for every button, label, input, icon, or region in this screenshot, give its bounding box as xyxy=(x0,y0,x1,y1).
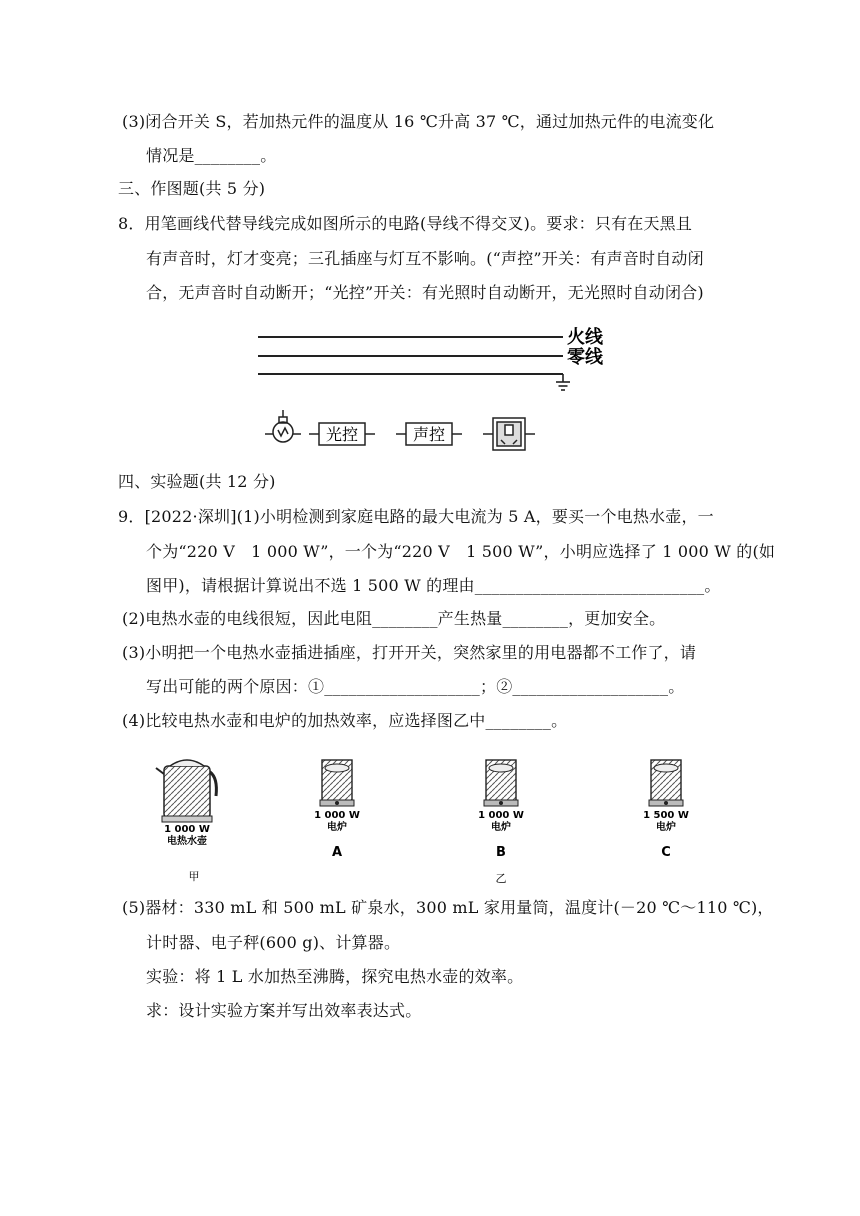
kettle-name-label: 电热水壶 xyxy=(167,836,207,847)
stove-b-name: 电炉 xyxy=(491,822,511,833)
q9-part2: (2)电热水壶的电线很短，因此电阻________产生热量________，更加安全。 xyxy=(122,609,666,628)
figure-jia-caption: 甲 xyxy=(188,870,200,883)
light-bulb-icon xyxy=(265,410,301,442)
stove-c-name: 电炉 xyxy=(656,822,676,833)
stove-b-icon xyxy=(484,760,518,806)
stove-b-power: 1 000 W xyxy=(478,810,524,821)
stove-a-power: 1 000 W xyxy=(314,810,360,821)
kettle-stove-figure xyxy=(150,752,710,884)
option-b-letter: B xyxy=(496,845,506,860)
option-c-letter: C xyxy=(661,845,671,860)
ground-icon xyxy=(556,374,570,390)
q9-part5-line1: (5)器材：330 mL 和 500 mL 矿泉水，300 mL 家用量筒，温度计(－20 ℃～110 ℃)， xyxy=(122,898,774,917)
q9-part3-line1: (3)小明把一个电热水壶插进插座，打开开关，突然家里的用电器都不工作了，请 xyxy=(122,643,697,662)
live-wire-label: 火线 xyxy=(567,327,603,348)
q9-part1-line1: 9．[2022·深圳](1)小明检测到家庭电路的最大电流为 5 A，要买一个电热水壶，一 xyxy=(118,507,714,526)
light-control-label: 光控 xyxy=(325,425,359,444)
q9-part1-line3: 图甲)，请根据计算说出不选 1 500 W 的理由____________________________。 xyxy=(146,576,721,595)
three-hole-socket-icon xyxy=(483,418,535,450)
kettle-jia-icon xyxy=(156,760,216,822)
option-a-letter: A xyxy=(331,845,343,860)
stove-c-power: 1 500 W xyxy=(643,810,689,821)
stove-a-name: 电炉 xyxy=(327,822,347,833)
figure-yi-caption: 乙 xyxy=(495,872,507,884)
q9-part1-line2: 个为“220 V 1 000 W”，一个为“220 V 1 500 W”，小明应选择了 1 000 W 的(如 xyxy=(146,542,776,561)
q8-line2: 有声音时，灯才变亮；三孔插座与灯互不影响。(“声控”开关：有声音时自动闭 xyxy=(146,249,704,268)
q7-part3-line1: (3)闭合开关 S，若加热元件的温度从 16 ℃升高 37 ℃，通过加热元件的电流变化 xyxy=(122,112,715,131)
sound-control-label: 声控 xyxy=(412,425,446,444)
q9-part4: (4)比较电热水壶和电炉的加热效率，应选择图乙中________。 xyxy=(122,711,568,730)
q7-part3-line2: 情况是________。 xyxy=(146,146,277,165)
sound-control-switch xyxy=(396,423,462,445)
stove-a-icon xyxy=(320,760,354,806)
q8-line1: 8．用笔画线代替导线完成如图所示的电路(导线不得交叉)。要求：只有在天黑且 xyxy=(118,214,693,233)
section-3-heading: 三、作图题(共 5 分) xyxy=(118,179,266,198)
stove-c-icon xyxy=(649,760,683,806)
q8-line3: 合，无声音时自动断开；“光控”开关：有光照时自动断开，无光照时自动闭合) xyxy=(146,283,704,302)
q9-part5-experiment: 实验：将 1 L 水加热至沸腾，探究电热水壶的效率。 xyxy=(146,967,524,986)
circuit-diagram xyxy=(255,322,625,457)
q9-part5-line2: 计时器、电子秤(600 g)、计算器。 xyxy=(146,933,401,952)
kettle-power-label: 1 000 W xyxy=(164,824,210,835)
q9-part5-requirement: 求：设计实验方案并写出效率表达式。 xyxy=(146,1001,422,1020)
q9-part3-line2: 写出可能的两个原因：①___________________；②___________________。 xyxy=(146,677,685,696)
section-4-heading: 四、实验题(共 12 分) xyxy=(118,472,276,491)
light-control-switch xyxy=(309,423,375,445)
neutral-wire-label: 零线 xyxy=(567,347,603,368)
